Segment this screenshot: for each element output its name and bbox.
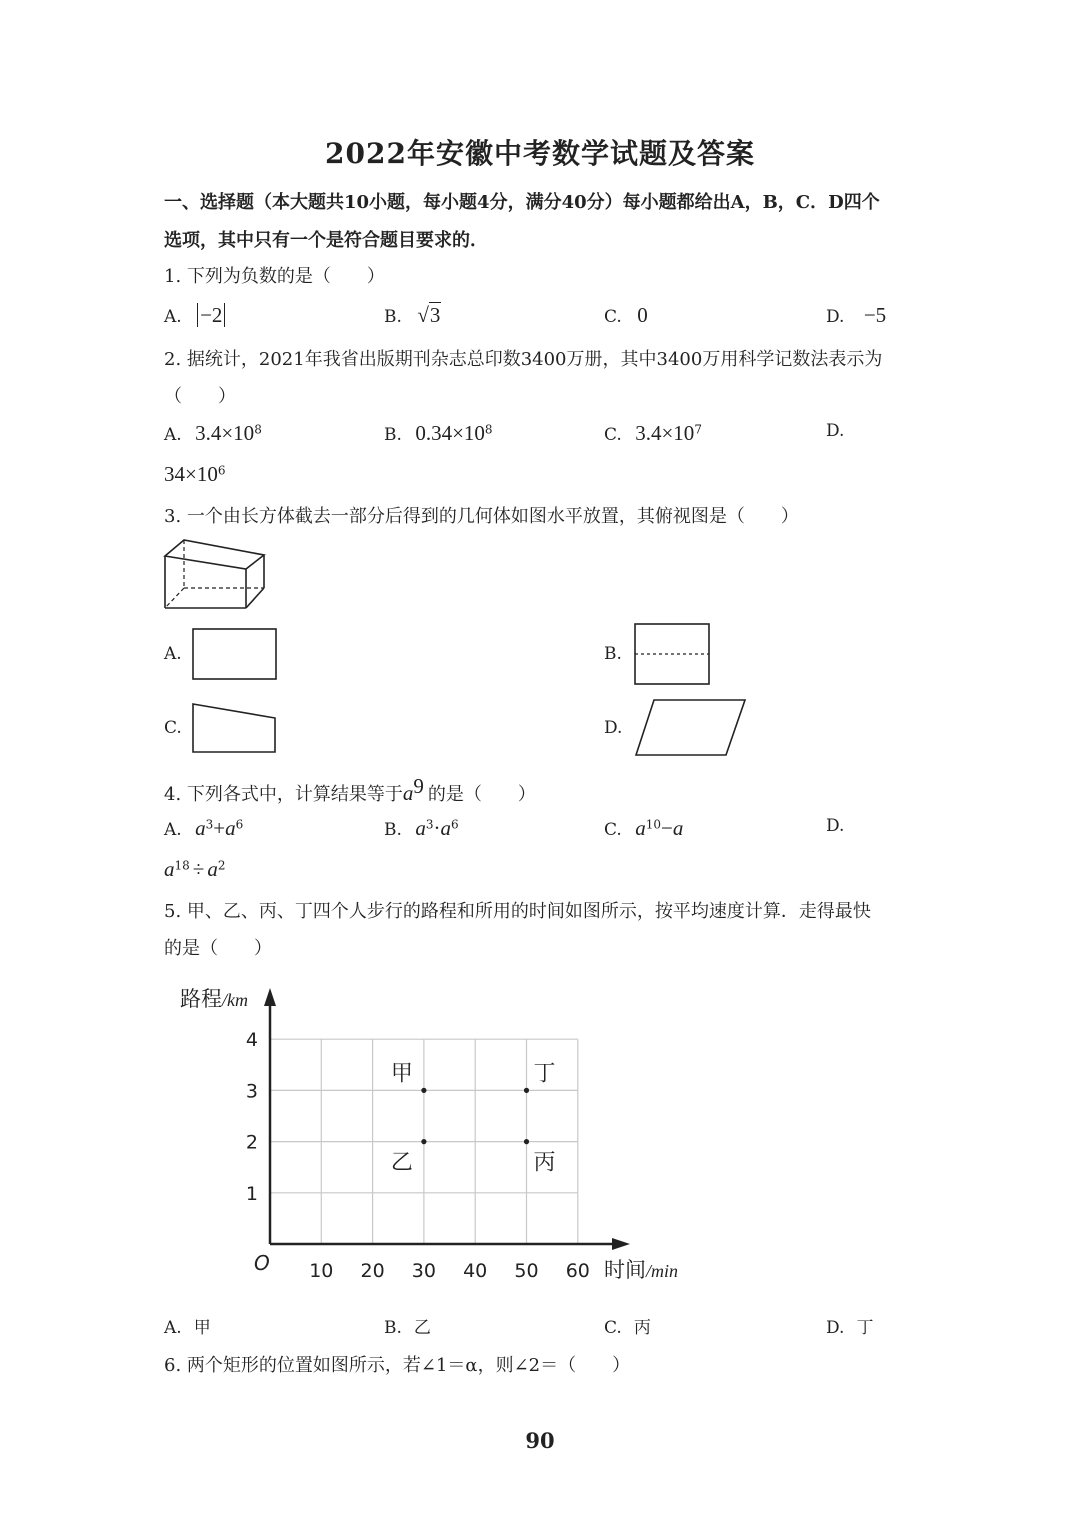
- q3-c-label: C.: [164, 718, 182, 738]
- q4-d-label: D.: [826, 816, 845, 836]
- q4-stem: [164, 774, 536, 806]
- q4-stem-exp: 9: [413, 774, 424, 798]
- q4-a-label: A.: [164, 820, 182, 840]
- q4-c-label: C.: [604, 820, 622, 840]
- q2-b-base: 0.34×10: [415, 421, 485, 445]
- q1-option-c: [604, 303, 648, 328]
- page-title: 2022年安徽中考数学试题及答案: [325, 137, 755, 170]
- q2-a-exp: 8: [254, 422, 262, 437]
- q4-b-var1: a: [415, 816, 426, 840]
- q4-b-exp2: 6: [450, 817, 459, 832]
- y-tick-label: 3: [245, 1080, 258, 1103]
- q2-option-d: [164, 462, 225, 487]
- q4-b-op: ·: [433, 816, 441, 840]
- q1-d-label: D.: [826, 307, 845, 327]
- q2-stem: 2. 据统计，2021年我省出版期刊杂志总印数3400万册，其中3400万用科学记数法表示为: [164, 349, 883, 370]
- x-tick-label: 20: [360, 1260, 385, 1282]
- q3-option-c-figure: [192, 703, 278, 755]
- q5-stem-line2: 的是（ ）: [164, 938, 272, 959]
- q3-b-label: B.: [604, 644, 622, 664]
- q2-c-exp: 7: [694, 422, 702, 437]
- q4-d-op: ÷: [192, 857, 205, 881]
- q2-c-label: C.: [604, 425, 622, 445]
- x-tick-label: 10: [309, 1260, 334, 1282]
- q4-b-exp1: 3: [425, 817, 434, 832]
- q4-c-var2: a: [672, 816, 684, 840]
- q2-a-base: 3.4×10: [195, 421, 255, 445]
- q1-b-value: 3: [429, 303, 441, 327]
- data-points: [391, 1061, 556, 1175]
- q4-c-var1: a: [635, 816, 646, 840]
- q4-a-var2: a: [225, 816, 236, 840]
- q3-d-label: D.: [604, 718, 623, 738]
- y-tick-labels: [246, 1029, 258, 1205]
- q5-option-c: [604, 1313, 651, 1338]
- q4-option-c: [604, 816, 683, 841]
- y-tick-label: 2: [245, 1131, 258, 1154]
- q5-option-d: [826, 1313, 873, 1338]
- q4-b-label: B.: [384, 820, 402, 840]
- q6-stem: 6. 两个矩形的位置如图所示，若∠1＝α，则∠2＝（ ）: [164, 1355, 631, 1376]
- q4-d-var1: a: [164, 857, 175, 881]
- q5-d-value: 丁: [856, 1318, 874, 1338]
- x-axis-arrow: [612, 1238, 630, 1250]
- data-point-label: 乙: [390, 1150, 413, 1176]
- q5-b-label: B.: [384, 1318, 402, 1338]
- data-point: [524, 1088, 529, 1093]
- q1-option-d: [826, 303, 886, 328]
- data-point-label: 丙: [533, 1150, 556, 1176]
- q4-d-exp2: 2: [217, 858, 226, 873]
- q4-b-var2: a: [440, 816, 451, 840]
- y-axis-label: 路程/km: [180, 987, 248, 1011]
- q4-a-op: +: [213, 816, 226, 840]
- chart-axes: [264, 988, 630, 1250]
- origin-label: O: [254, 1251, 270, 1275]
- q1-option-a: [164, 303, 225, 328]
- q2-c-base: 3.4×10: [635, 421, 695, 445]
- q3-option-b-figure: [634, 623, 712, 687]
- q2-option-a: [164, 421, 262, 446]
- q1-a-value: −2: [197, 303, 225, 327]
- y-tick-label: 1: [245, 1182, 258, 1205]
- q3-option-a-figure: [192, 628, 278, 682]
- q2-paren: （ ）: [164, 386, 236, 407]
- q1-option-b: [384, 303, 441, 328]
- q1-b-label: B.: [384, 307, 402, 327]
- q1-b-sqrt: √3: [417, 303, 441, 327]
- data-point: [524, 1139, 529, 1144]
- q4-c-exp1: 10: [645, 817, 661, 832]
- q4-a-exp2: 6: [235, 817, 244, 832]
- data-point: [421, 1139, 426, 1144]
- q4-c-op: −: [661, 816, 673, 840]
- q5-option-b: [384, 1313, 431, 1338]
- q4-a-var1: a: [195, 816, 206, 840]
- q4-a-exp1: 3: [205, 817, 214, 832]
- section-header-line2: 选项，其中只有一个是符合题目要求的．: [164, 230, 488, 251]
- q2-b-exp: 8: [484, 422, 493, 437]
- q5-c-label: C.: [604, 1318, 622, 1338]
- q5-c-value: 丙: [633, 1318, 651, 1338]
- q4-option-a: [164, 816, 243, 841]
- q1-c-value: 0: [637, 303, 648, 327]
- data-point: [421, 1088, 426, 1093]
- x-tick-label: 60: [565, 1260, 590, 1282]
- q4-stem-var: a: [402, 781, 414, 805]
- q1-c-label: C.: [604, 307, 622, 327]
- q2-d-base: 34×10: [164, 462, 218, 486]
- q3-option-d-figure: [634, 698, 748, 758]
- section-header-line1: 一、选择题（本大题共10小题，每小题4分，满分40分）每小题都给出A，B，C．D四个: [164, 192, 880, 213]
- q3-stem: 3. 一个由长方体截去一部分后得到的几何体如图水平放置，其俯视图是（ ）: [164, 506, 799, 527]
- q2-option-c: [604, 421, 702, 446]
- q2-option-b: [384, 421, 493, 446]
- q4-stem-post: 的是（ ）: [427, 784, 536, 805]
- q2-a-label: A.: [164, 425, 182, 445]
- x-tick-labels: [309, 1260, 590, 1282]
- q4-option-b: [384, 816, 459, 841]
- y-tick-label: 4: [245, 1029, 258, 1052]
- y-axis-arrow: [264, 988, 276, 1006]
- q3-a-label: A.: [164, 644, 182, 664]
- q1-stem: 1. 下列为负数的是（ ）: [164, 266, 385, 287]
- q5-b-value: 乙: [413, 1318, 431, 1338]
- q2-b-label: B.: [384, 425, 402, 445]
- q4-d-var2: a: [207, 857, 218, 881]
- data-point-label: 丁: [533, 1061, 556, 1087]
- q4-option-d: [164, 857, 225, 882]
- x-tick-label: 40: [463, 1260, 488, 1282]
- q5-d-label: D.: [826, 1318, 845, 1338]
- q5-option-a: [164, 1313, 211, 1338]
- data-point-label: 甲: [390, 1061, 413, 1087]
- q2-option-d-label: D.: [826, 421, 845, 441]
- q5-stem-line1: 5. 甲、乙、丙、丁四个人步行的路程和所用的时间如图所示，按平均速度计算．走得最快: [164, 901, 871, 922]
- q5-a-value: 甲: [193, 1318, 211, 1338]
- page-number: 90: [525, 1428, 555, 1453]
- x-axis-label: 时间/min: [604, 1258, 679, 1282]
- q1-a-label: A.: [164, 307, 182, 327]
- q3-solid-figure: [160, 536, 270, 614]
- q5-a-label: A.: [164, 1318, 182, 1338]
- q2-d-exp: 6: [217, 463, 226, 478]
- q1-d-value: −5: [863, 303, 887, 327]
- x-tick-label: 50: [514, 1260, 539, 1282]
- q4-stem-pre: 4. 下列各式中，计算结果等于: [164, 784, 403, 805]
- q5-chart: [160, 980, 720, 1300]
- x-tick-label: 30: [411, 1260, 436, 1282]
- q4-d-exp1: 18: [174, 858, 190, 873]
